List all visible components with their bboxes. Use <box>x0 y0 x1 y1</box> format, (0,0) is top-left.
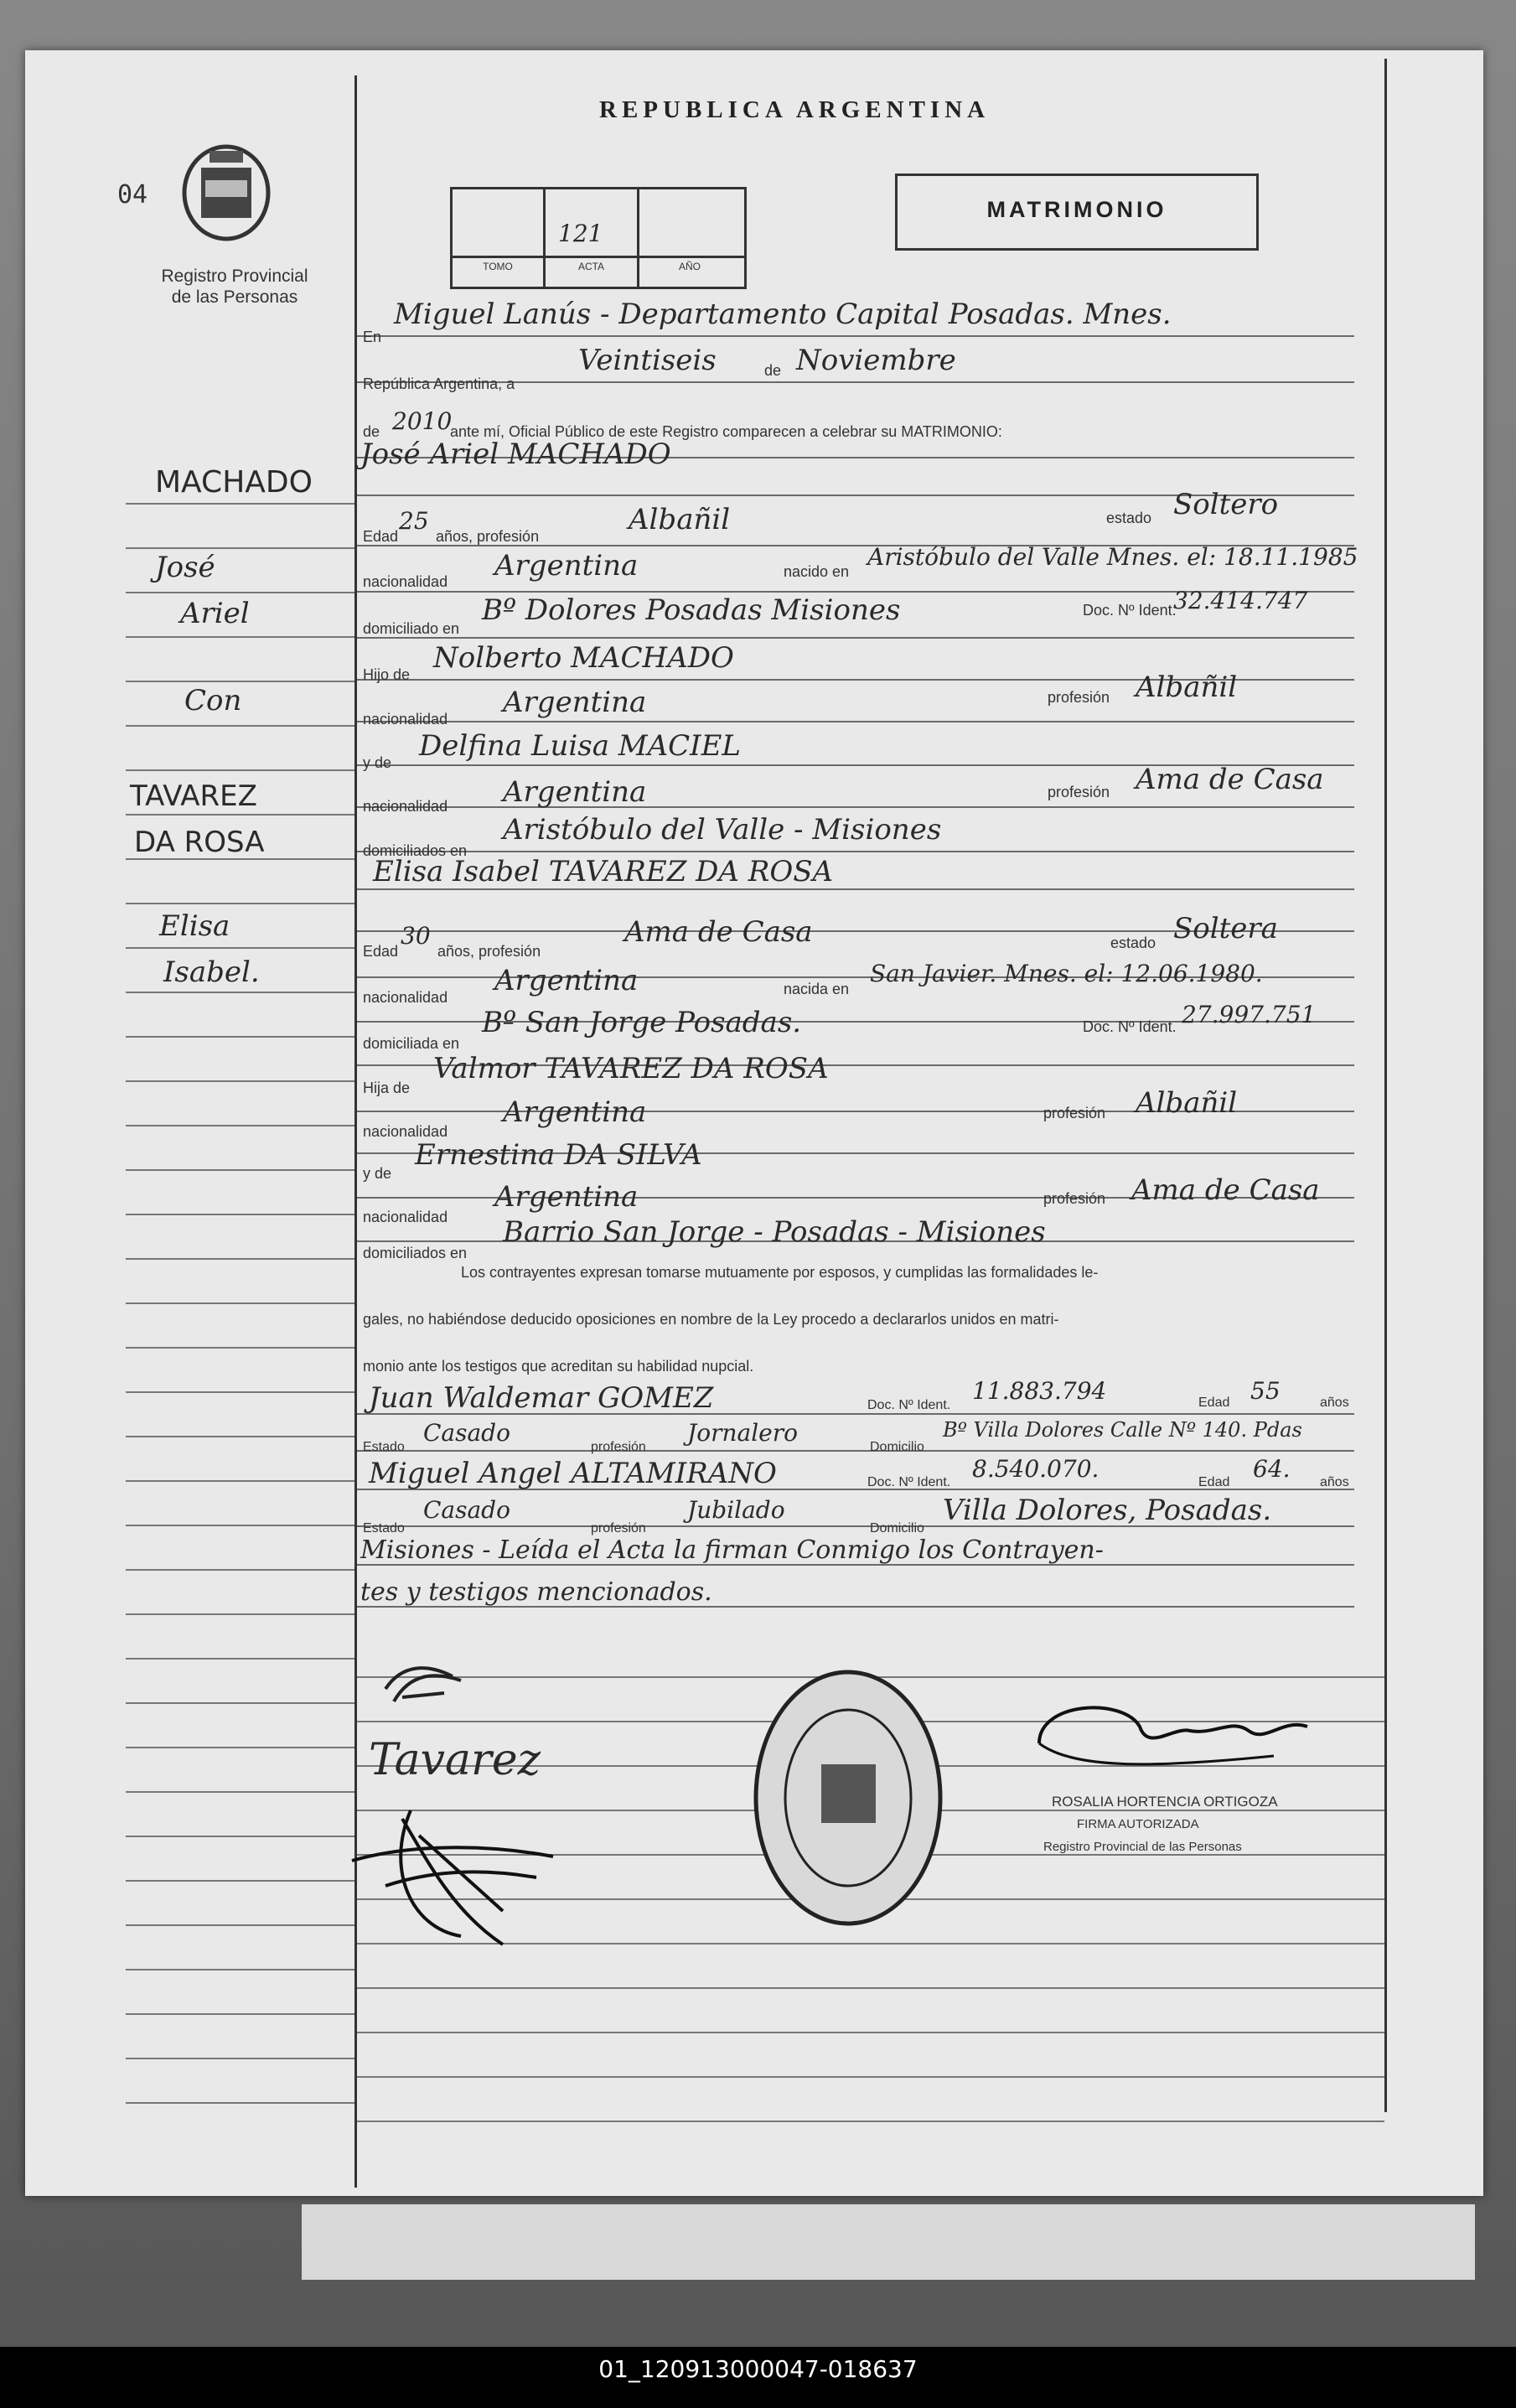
margin-rule-line <box>126 769 354 771</box>
acta-label: ACTA <box>577 261 605 272</box>
estado-label: Estado <box>363 1521 405 1535</box>
margin-rule-line <box>126 725 354 727</box>
formal-text-line2: gales, no habiéndose deducido oposiciones en nombre de la Ley procedo a declararlos unidos en matri- <box>363 1311 1059 1328</box>
groom-signature <box>377 1655 478 1718</box>
domicilio-label: Domicilio <box>870 1440 924 1454</box>
witness-signature <box>335 1785 587 1957</box>
witness2-name: Miguel Angel ALTAMIRANO <box>369 1457 777 1490</box>
prof-label: profesión <box>1048 689 1110 706</box>
bride-mother: Ernestina DA SILVA <box>415 1138 702 1172</box>
groom-name: José Ariel MACHADO <box>360 438 671 471</box>
bride-signature: Tavarez <box>369 1735 541 1785</box>
act-type: MATRIMONIO <box>986 197 1167 222</box>
official-office: Registro Provincial de las Personas <box>1043 1840 1242 1854</box>
edad-label: Edad <box>363 943 399 960</box>
margin-rule-line <box>126 592 354 593</box>
groom-address: Bº Dolores Posadas Misiones <box>482 593 901 627</box>
form-line <box>357 851 1354 852</box>
groom-birth: Aristóbulo del Valle Mnes. el: 18.11.1985 <box>867 543 1358 571</box>
yde-label: y de <box>363 1165 392 1182</box>
edad-label: Edad <box>1198 1396 1230 1410</box>
prof-label: profesión <box>1043 1105 1106 1121</box>
year-prefix: de <box>363 423 380 440</box>
groom-parents-address: Aristóbulo del Valle - Misiones <box>503 813 942 847</box>
groom-profession: Albañil <box>629 503 731 536</box>
registry-line1: Registro Provincial <box>161 267 308 286</box>
witness1-domicilio: Bº Villa Dolores Calle Nº 140. Pdas <box>943 1418 1302 1442</box>
intro-year: 2010 <box>392 407 453 435</box>
official-stamp-icon <box>750 1664 947 1932</box>
witness1-doc: 11.883.794 <box>972 1377 1107 1405</box>
form-line <box>357 721 1354 722</box>
margin-groom-name2: Ariel <box>180 597 250 630</box>
margin-rule-line <box>126 1969 354 1970</box>
ano-label: AÑO <box>678 261 701 272</box>
page-number: 04 <box>117 180 148 210</box>
doc-label: Doc. Nº Ident. <box>867 1398 951 1412</box>
witness2-estado: Casado <box>423 1496 510 1524</box>
edad-label: Edad <box>1198 1475 1230 1489</box>
margin-rule-line <box>126 2013 354 2015</box>
official-signature <box>1022 1693 1324 1781</box>
hijo-label: Hijo de <box>363 666 411 683</box>
groom-mother-prof: Ama de Casa <box>1136 763 1324 796</box>
margin-rule-line <box>126 1702 354 1704</box>
bride-father: Valmor TAVAREZ DA ROSA <box>433 1052 829 1085</box>
nacida-label: nacida en <box>784 981 850 997</box>
margin-rule-line <box>126 681 354 682</box>
bride-nationality: Argentina <box>494 964 639 997</box>
domic-label: domiciliada en <box>363 1035 460 1052</box>
prof-label: profesión <box>1043 1190 1106 1207</box>
intro-place: Miguel Lanús - Departamento Capital Posadas. Mnes. <box>394 298 1172 331</box>
domics-label: domiciliados en <box>363 842 468 859</box>
witness2-age: 64. <box>1253 1455 1291 1483</box>
margin-rule-line <box>126 2058 354 2059</box>
margin-rule-line <box>126 903 354 904</box>
form-line <box>357 335 1354 337</box>
closing-line1: Misiones - Leída el Acta la firman Conmigo los Contrayen- <box>360 1535 1104 1565</box>
groom-mother: Delfina Luisa MACIEL <box>419 729 741 763</box>
groom-mother-nat: Argentina <box>503 775 647 809</box>
bride-name: Elisa Isabel TAVAREZ DA ROSA <box>373 855 834 888</box>
bride-estado: Soltera <box>1173 912 1278 945</box>
doc-label: Doc. Nº Ident. <box>1083 602 1177 619</box>
estado-label: estado <box>1110 935 1156 951</box>
groom-father-prof: Albañil <box>1136 671 1238 704</box>
acta-number: 121 <box>558 220 603 247</box>
bride-parents-address: Barrio San Jorge - Posadas - Misiones <box>503 1215 1046 1249</box>
margin-rule-line <box>126 1747 354 1748</box>
margin-rule-line <box>126 1569 354 1571</box>
nac-label: nacionalidad <box>363 1209 448 1225</box>
anos-prof-label: años, profesión <box>436 528 540 545</box>
registry-line2: de las Personas <box>171 287 298 307</box>
hija-label: Hija de <box>363 1080 411 1096</box>
en-label: En <box>363 329 382 345</box>
domicilio-label: Domicilio <box>870 1521 924 1535</box>
margin-rule-line <box>126 1658 354 1660</box>
box-divider <box>450 256 744 258</box>
margin-rule-line <box>126 814 354 816</box>
margin-rule-line <box>126 1258 354 1260</box>
margin-rule-line <box>126 992 354 993</box>
anos-prof-label: años, profesión <box>437 943 541 960</box>
official-name: ROSALIA HORTENCIA ORTIGOZA <box>1052 1794 1278 1810</box>
filename-caption: 01_120913000047-018637 <box>598 2355 918 2383</box>
republica-label: República Argentina, a <box>363 375 515 392</box>
nac-label: nacionalidad <box>363 989 448 1006</box>
margin-rule-line <box>126 1836 354 1837</box>
form-line <box>357 1450 1354 1452</box>
witness1-profession: Jornalero <box>687 1419 798 1447</box>
form-line <box>357 888 1354 890</box>
margin-rule-line <box>126 1525 354 1526</box>
margin-rule-line <box>126 1880 354 1882</box>
margin-rule-line <box>126 947 354 949</box>
doc-label: Doc. Nº Ident. <box>867 1475 951 1489</box>
bride-address: Bº San Jorge Posadas. <box>482 1006 802 1039</box>
right-border <box>1384 59 1387 2112</box>
bride-doc: 27.997.751 <box>1182 1001 1317 1028</box>
profesion-label: profesión <box>591 1521 646 1535</box>
nac-label: nacionalidad <box>363 711 448 728</box>
margin-rule-line <box>126 503 354 505</box>
nac-label: nacionalidad <box>363 798 448 815</box>
bride-age: 30 <box>401 922 431 950</box>
margin-con: Con <box>184 684 242 717</box>
margin-rule-line <box>126 547 354 549</box>
domics-label: domiciliados en <box>363 1245 468 1261</box>
form-line <box>357 637 1354 639</box>
edad-label: Edad <box>363 528 399 545</box>
margin-rule-line <box>126 1169 354 1171</box>
groom-nationality: Argentina <box>494 549 639 583</box>
anos-label: años <box>1320 1396 1349 1410</box>
body-rule-line <box>357 2121 1384 2122</box>
body-rule-line <box>357 1987 1384 1989</box>
margin-rule-line <box>126 1347 354 1349</box>
intro-month: Noviembre <box>796 344 956 377</box>
witness1-estado: Casado <box>423 1419 510 1447</box>
estado-label: estado <box>1106 510 1152 526</box>
bride-profession: Ama de Casa <box>624 915 813 949</box>
formal-text-line3: monio ante los testigos que acreditan su habilidad nupcial. <box>363 1358 754 1375</box>
nac-label: nacionalidad <box>363 1123 448 1140</box>
groom-estado: Soltero <box>1173 488 1279 521</box>
margin-rule-line <box>126 1125 354 1126</box>
intro-statement: ante mí, Oficial Público de este Registro comparecen a celebrar su MATRIMONIO: <box>450 423 1002 440</box>
margin-rule-line <box>126 1214 354 1215</box>
groom-age: 25 <box>399 507 429 535</box>
margin-bride-name1: Elisa <box>159 909 230 943</box>
yde-label: y de <box>363 754 392 771</box>
margin-bride-surname1: TAVAREZ <box>130 779 257 813</box>
body-rule-line <box>357 2076 1384 2078</box>
witness1-name: Juan Waldemar GOMEZ <box>369 1381 714 1415</box>
margin-rule-line <box>126 1480 354 1482</box>
closing-line2: tes y testigos mencionados. <box>360 1577 712 1607</box>
nac-label: nacionalidad <box>363 573 448 590</box>
nacido-label: nacido en <box>784 563 850 580</box>
bride-father-nat: Argentina <box>503 1095 647 1129</box>
groom-doc: 32.414.747 <box>1173 587 1308 614</box>
margin-rule-line <box>126 1436 354 1437</box>
underlying-paper <box>302 2204 1475 2280</box>
witness2-domicilio: Villa Dolores, Posadas. <box>943 1494 1272 1527</box>
margin-rule-line <box>126 1302 354 1304</box>
profesion-label: profesión <box>591 1440 646 1454</box>
formal-text-line1: Los contrayentes expresan tomarse mutuamente por esposos, y cumplidas las formalidades le- <box>461 1264 1099 1281</box>
official-role: FIRMA AUTORIZADA <box>1077 1817 1199 1831</box>
bride-mother-nat: Argentina <box>494 1180 639 1214</box>
witness2-doc: 8.540.070. <box>972 1455 1099 1483</box>
body-rule-line <box>357 2032 1384 2033</box>
tomo-label: TOMO <box>483 261 513 272</box>
margin-rule-line <box>126 1613 354 1615</box>
margin-rule-line <box>126 1036 354 1038</box>
margin-rule-line <box>126 1924 354 1926</box>
witness2-profession: Jubilado <box>687 1496 785 1524</box>
de-label: de <box>764 362 782 379</box>
intro-day: Veintiseis <box>578 344 717 377</box>
bride-father-prof: Albañil <box>1136 1086 1238 1120</box>
groom-father: Nolberto MACHADO <box>433 641 734 675</box>
doc-label: Doc. Nº Ident. <box>1083 1018 1177 1035</box>
margin-bride-surname2: DA ROSA <box>134 826 265 859</box>
margin-rule-line <box>126 1791 354 1793</box>
margin-rule-line <box>126 636 354 638</box>
bride-mother-prof: Ama de Casa <box>1131 1173 1320 1207</box>
margin-groom-surname: MACHADO <box>155 465 313 500</box>
witness1-age: 55 <box>1250 1377 1281 1405</box>
margin-bride-name2: Isabel. <box>163 955 260 989</box>
prof-label: profesión <box>1048 784 1110 800</box>
margin-rule-line <box>126 1391 354 1393</box>
country-title: REPUBLICA ARGENTINA <box>599 96 991 123</box>
coat-of-arms-icon <box>172 134 281 243</box>
domic-label: domiciliado en <box>363 620 460 637</box>
margin-rule-line <box>126 1080 354 1082</box>
anos-label: años <box>1320 1475 1349 1489</box>
groom-father-nat: Argentina <box>503 686 647 719</box>
margin-groom-name1: José <box>155 551 215 584</box>
margin-rule-line <box>126 2102 354 2104</box>
bride-birth: San Javier. Mnes. el: 12.06.1980. <box>870 960 1263 987</box>
estado-label: Estado <box>363 1440 405 1454</box>
